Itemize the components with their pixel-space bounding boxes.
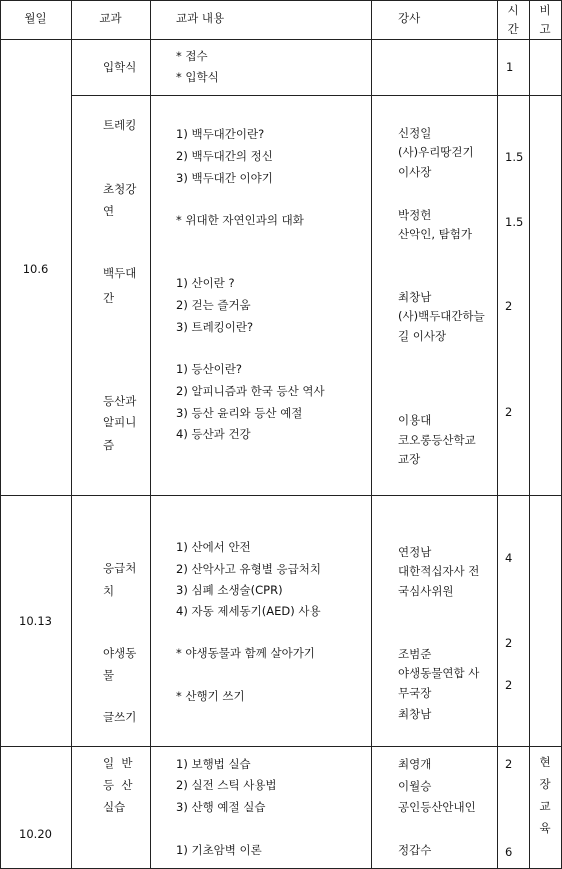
content-line: 3) 등산 윤리와 등산 예절: [176, 406, 303, 420]
content-line: 4) 등산과 건강: [176, 427, 251, 441]
lecturer-line: 무국장: [398, 686, 432, 700]
content-line: 3) 트레킹이란?: [176, 320, 254, 334]
subject-line: 연: [103, 204, 115, 218]
lecturer-line: 최창남: [398, 290, 432, 304]
time-cell: 2: [505, 405, 513, 419]
lecturer-line: 박정헌: [398, 208, 432, 222]
content-line: 2) 산악사고 유형별 응급처치: [176, 562, 321, 576]
time-cell: 4: [505, 551, 513, 565]
lecturer-line: 이용대: [398, 413, 432, 427]
lecturer-line: 야생동물연합 사: [398, 666, 480, 680]
lecturer-line: 연정남: [398, 545, 432, 559]
content-line: * 위대한 자연인과의 대화: [176, 213, 304, 227]
col-border: [371, 0, 372, 869]
row-border: [0, 746, 562, 747]
lecturer-line: 코오롱등산학교: [398, 433, 476, 447]
col-border: [529, 0, 530, 869]
content-line: 4) 자동 제세동기(AED) 사용: [176, 604, 321, 618]
time-cell: 2: [505, 299, 513, 313]
lecturer-line: 조범준: [398, 647, 432, 661]
header-remark-1: 비: [539, 3, 551, 17]
content-line: 1) 산에서 안전: [176, 540, 251, 554]
subject-cell: 입학식: [103, 60, 137, 74]
subject-line: 트레킹: [103, 118, 137, 132]
col-border: [497, 0, 498, 869]
remark-line: 육: [539, 821, 551, 835]
subject-line: 글쓰기: [103, 710, 137, 724]
date-cell: 10.6: [22, 262, 49, 276]
time-cell: 1.5: [505, 150, 524, 164]
time-cell: 2: [505, 636, 513, 650]
subject-line: 일 반: [103, 756, 133, 770]
row-border: [71, 95, 562, 96]
content-line: 1) 백두대간이란?: [176, 127, 265, 141]
content-line: * 입학식: [176, 70, 219, 84]
lecturer-line: 신정일: [398, 126, 432, 140]
lecturer-line: (사)백두대간하늘: [398, 309, 485, 323]
content-line: 1) 산이란 ?: [176, 276, 235, 290]
time-cell: 1: [506, 60, 514, 74]
header-date: 월일: [24, 11, 47, 25]
header-time-2: 간: [507, 22, 519, 36]
subject-line: 야생동: [103, 646, 137, 660]
subject-line: 응급처: [103, 561, 137, 575]
content-line: 2) 걷는 즐거움: [176, 298, 251, 312]
content-line: * 산행기 쓰기: [176, 689, 245, 703]
subject-line: 물: [103, 668, 115, 682]
content-line: 1) 등산이란?: [176, 362, 242, 376]
col-border: [150, 0, 151, 869]
lecturer-line: 이사장: [398, 165, 432, 179]
subject-line: 백두대: [103, 266, 137, 280]
col-border: [0, 0, 1, 869]
content-line: 2) 백두대간의 정신: [176, 149, 273, 163]
content-line: 1) 보행법 실습: [176, 757, 251, 771]
content-line: 3) 백두대간 이야기: [176, 171, 273, 185]
subject-line: 등산과: [103, 394, 137, 408]
content-line: 2) 알피니즘과 한국 등산 역사: [176, 384, 325, 398]
subject-line: 치: [103, 584, 115, 598]
content-line: 3) 심폐 소생술(CPR): [176, 583, 283, 597]
lecturer-line: 공인등산안내인: [398, 800, 476, 814]
lecturer-line: 정갑수: [398, 843, 432, 857]
subject-line: 간: [103, 291, 115, 305]
content-line: * 접수: [176, 49, 208, 63]
lecturer-line: 국심사위원: [398, 584, 454, 598]
remark-line: 장: [539, 777, 551, 791]
lecturer-line: 교장: [398, 452, 421, 466]
col-border: [71, 0, 72, 869]
time-cell: 1.5: [505, 215, 524, 229]
content-line: 3) 산행 예절 실습: [176, 800, 266, 814]
time-cell: 2: [505, 678, 513, 692]
row-border: [0, 0, 562, 1]
content-line: 1) 기초암벽 이론: [176, 843, 262, 857]
subject-line: 등 산: [103, 778, 133, 792]
lecturer-line: 대한적십자사 전: [398, 564, 480, 578]
header-remark-2: 고: [539, 22, 551, 36]
content-line: * 야생동물과 함께 살아가기: [176, 646, 315, 660]
header-subject: 교과: [99, 11, 122, 25]
remark-line: 교: [539, 799, 551, 813]
time-cell: 2: [505, 757, 513, 771]
remark-line: 현: [539, 755, 551, 769]
subject-line: 알피니: [103, 415, 137, 429]
subject-line: 초청강: [103, 182, 137, 196]
date-cell: 10.20: [19, 827, 52, 841]
lecturer-line: (사)우리땅걷기: [398, 145, 474, 159]
content-line: 2) 실전 스틱 사용법: [176, 778, 277, 792]
lecturer-line: 산악인, 탐험가: [398, 227, 472, 241]
lecturer-line: 최영개: [398, 757, 432, 771]
date-cell: 10.13: [19, 614, 52, 628]
lecturer-line: 이월승: [398, 779, 432, 793]
lecturer-line: 최창남: [398, 707, 432, 721]
subject-line: 실습: [103, 800, 126, 814]
row-border: [0, 39, 562, 40]
row-border: [0, 495, 562, 496]
time-cell: 6: [505, 845, 513, 859]
header-time-1: 시: [507, 3, 519, 17]
lecturer-line: 길 이사장: [398, 329, 447, 343]
subject-line: 즘: [103, 438, 115, 452]
header-lecturer: 강사: [398, 11, 421, 25]
header-content: 교과 내용: [176, 11, 225, 25]
